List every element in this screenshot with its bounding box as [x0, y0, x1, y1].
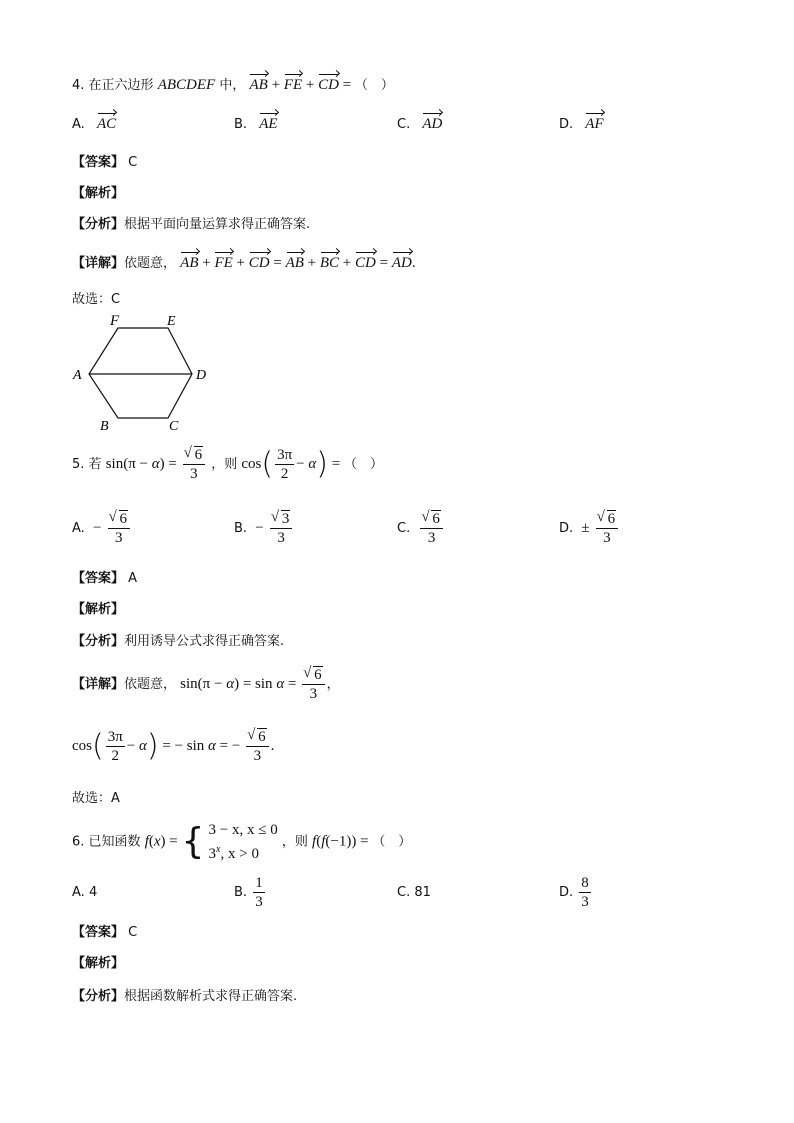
q6-stem: 6. 已知函数 f(x) = { 3 − x, x ≤ 0 3$^x$, x > 0 ，则 f(f(−1)) = （ ）: [72, 821, 412, 862]
q5-choice: 故选：A: [72, 791, 120, 806]
q5-detail-line2: cos( $\frac{3\pi}{2}$ − α) = − sin α = − √ $\frac{6}{3}$ .: [72, 728, 274, 765]
q4-vec-cd: CD: [318, 77, 339, 93]
option-label: A.: [72, 521, 85, 536]
option-sign: −: [92, 520, 102, 536]
q4-poly: ABCDEF: [157, 77, 216, 93]
q5-option-c[interactable]: [397, 510, 445, 547]
option-den: 3: [581, 894, 589, 910]
q4-stem-text: 4. 在正六边形: [72, 78, 154, 93]
option-root: 3: [281, 511, 290, 527]
q4-mid: 中，: [219, 78, 246, 93]
q6-option-b[interactable]: [234, 874, 267, 911]
option-label: B.: [234, 117, 248, 132]
q4-answer: [72, 151, 137, 170]
q4-tail: （ ）: [354, 78, 394, 93]
q6-then: ，则: [281, 834, 308, 850]
answer-value: C: [128, 155, 138, 170]
q4-vec-ab: AB: [249, 77, 268, 93]
option-den: 3: [427, 530, 436, 546]
q6-fenxi: [72, 985, 297, 1004]
fenxi-text: 根据函数解析式求得正确答案.: [124, 989, 298, 1004]
answer-value: A: [128, 571, 138, 586]
option-label: C.: [397, 521, 411, 536]
q5-option-a[interactable]: [72, 510, 132, 547]
q4-fenxi: [72, 213, 310, 232]
q4-choice: 故选：C: [72, 292, 121, 307]
label-e: E: [167, 314, 176, 329]
q6-case1: 3 − x, x ≤ 0: [208, 822, 278, 838]
option-label: C.: [397, 117, 411, 132]
option-sign: −: [255, 520, 264, 536]
q6-option-a[interactable]: [72, 885, 97, 900]
fenxi-tag: 【分析】: [72, 989, 125, 1004]
q5-fenxi: [72, 630, 284, 649]
detail-vec: CD: [248, 255, 270, 271]
q5-stem: 5. 若 sin(π − α) = √ $\frac{6}{3}$ ，则 cos( $\frac{3\pi}{2}$ − α) = （ ）: [72, 446, 383, 483]
option-root: 6: [432, 511, 440, 527]
q6-answer: [72, 921, 137, 940]
detail-tag: 【详解】: [72, 677, 125, 692]
detail-text: 依题意，: [124, 256, 177, 271]
option-label: B.: [234, 521, 248, 536]
label-a: A: [73, 368, 82, 383]
answer-value: C: [128, 925, 138, 940]
fenxi-tag: 【分析】: [72, 634, 125, 649]
hexagon-figure: [70, 310, 220, 435]
label-c: C: [169, 419, 179, 434]
option-text: 4: [88, 885, 98, 900]
detail-vec: CD: [355, 255, 376, 271]
q6-analysis-tag: 【解析】: [72, 956, 125, 971]
q5-option-b[interactable]: [234, 510, 294, 547]
option-den: 3: [603, 530, 611, 546]
detail-vec: AB: [285, 255, 304, 271]
detail-text: 依题意，: [124, 677, 177, 692]
q5-then: ，则: [211, 457, 238, 472]
option-label: A.: [72, 117, 85, 132]
q6-case2-exp: x: [216, 844, 221, 855]
label-b: B: [100, 419, 109, 434]
option-sign: ±: [581, 520, 590, 536]
q6-stem-text: 6. 已知函数: [72, 834, 141, 850]
option-vec: AF: [585, 116, 604, 132]
q5-analysis-tag: 【解析】: [72, 602, 125, 617]
q4-detail: 【详解】依题意， AB + FE + CD = AB + BC + CD = AD.: [72, 255, 416, 271]
q5-detail: 【详解】依题意， sin(π − α) = sin α = √ $\frac{6}{3}$ ，: [72, 666, 340, 703]
detail-vec: AD: [391, 255, 412, 271]
option-root: 6: [119, 511, 128, 527]
q4-analysis-tag: 【解析】: [72, 186, 125, 201]
q6-option-c[interactable]: [397, 885, 431, 900]
answer-tag: 【答案】: [72, 571, 125, 586]
detail-vec: FE: [214, 255, 233, 271]
detail-vec: AB: [180, 255, 199, 271]
hexagon-shape: [89, 328, 192, 418]
detail-vec: BC: [319, 255, 340, 271]
option-den: 3: [277, 530, 285, 546]
option-label: D.: [559, 885, 574, 900]
q5-option-d[interactable]: [559, 510, 620, 547]
option-label: A.: [72, 885, 85, 900]
q6-option-d[interactable]: [559, 874, 593, 911]
fenxi-text: 根据平面向量运算求得正确答案.: [124, 217, 311, 232]
option-num: 1: [255, 875, 263, 891]
q6-tail: （ ）: [372, 834, 412, 850]
option-text: 81: [414, 885, 431, 900]
fenxi-tag: 【分析】: [72, 217, 125, 232]
q4-option-a[interactable]: [72, 116, 116, 133]
option-vec: AE: [259, 116, 278, 132]
option-vec: AD: [422, 116, 443, 132]
label-f: F: [110, 313, 120, 329]
q4-option-d[interactable]: [559, 116, 604, 133]
option-den: 3: [255, 894, 263, 910]
option-label: D.: [559, 521, 574, 536]
option-root: 6: [607, 511, 616, 527]
q5-answer: [72, 567, 137, 586]
fenxi-text: 利用诱导公式求得正确答案.: [124, 634, 285, 649]
answer-tag: 【答案】: [72, 155, 125, 170]
detail-tag: 【详解】: [72, 256, 125, 271]
q5-tail: （ ）: [343, 457, 383, 472]
q4-option-b[interactable]: [234, 116, 278, 133]
q4-option-c[interactable]: [397, 116, 442, 133]
label-d: D: [196, 368, 207, 383]
q4-stem: 4. 在正六边形 ABCDEF 中， AB + FE + CD = （ ）: [72, 77, 394, 93]
q4-vec-fe: FE: [283, 77, 303, 93]
option-den: 3: [115, 530, 123, 546]
option-num: 8: [581, 875, 589, 891]
option-label: C.: [397, 885, 411, 900]
q6-case2-cond: , x > 0: [220, 846, 259, 862]
q6-case2-base: 3: [208, 846, 217, 862]
option-vec: AC: [96, 116, 117, 132]
answer-tag: 【答案】: [72, 925, 125, 940]
q5-stem-text: 5. 若: [72, 457, 102, 472]
option-label: B.: [234, 885, 248, 900]
option-label: D.: [559, 117, 574, 132]
